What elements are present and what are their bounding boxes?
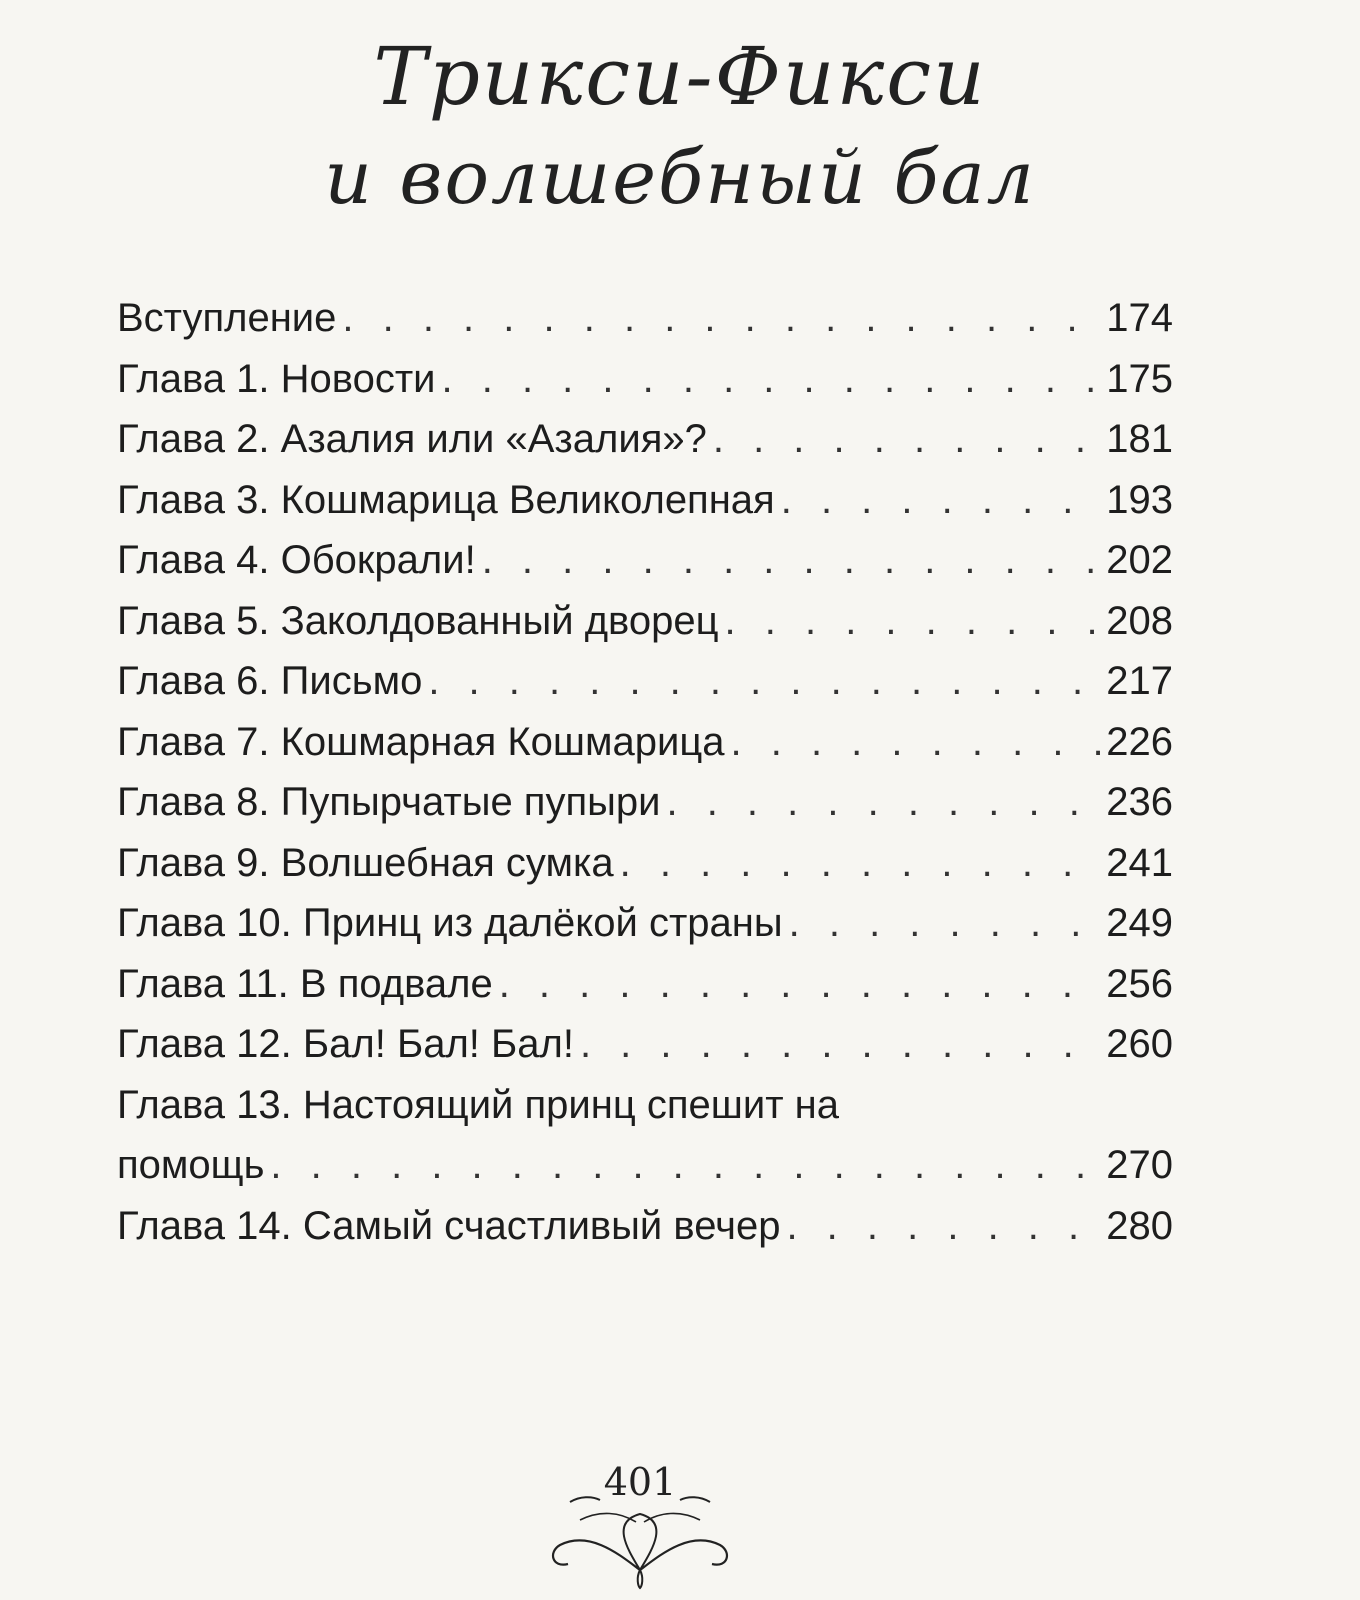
toc-entry-page: 174 xyxy=(1106,296,1173,340)
dot-leader xyxy=(666,772,1100,832)
book-title-line-2: и волшебный бал xyxy=(324,135,1036,221)
dot-leader xyxy=(786,1196,1100,1256)
dot-leader xyxy=(713,409,1100,469)
dot-leader xyxy=(725,591,1101,651)
toc-entry-page: 241 xyxy=(1106,840,1173,885)
toc-entry-page: 202 xyxy=(1106,538,1173,582)
toc-entry-label: Глава 9. Волшебная сумка xyxy=(117,840,614,885)
dot-leader xyxy=(342,288,1100,348)
dot-leader xyxy=(428,651,1100,711)
toc-entry-page: 217 xyxy=(1106,659,1173,703)
toc-entry-chapter-13-line-1[interactable] xyxy=(117,1075,1173,1136)
dot-leader xyxy=(270,1135,1100,1195)
table-of-contents xyxy=(117,288,1173,1256)
toc-entry-page: 175 xyxy=(1106,356,1173,401)
book-title-line-1: Трикси-Фикси xyxy=(373,30,987,123)
page-folio xyxy=(540,1460,740,1590)
toc-entry-label: Глава 7. Кошмарная Кошмарица xyxy=(117,719,725,764)
toc-entry-chapter-2[interactable] xyxy=(117,409,1173,470)
toc-entry-chapter-11[interactable] xyxy=(117,954,1173,1015)
toc-entry-chapter-13-line-2[interactable] xyxy=(117,1135,1173,1196)
dot-leader xyxy=(580,1014,1100,1074)
dot-leader xyxy=(482,530,1101,590)
toc-entry-page: 256 xyxy=(1106,961,1173,1006)
toc-entry-page: 208 xyxy=(1106,598,1173,643)
toc-entry-page: 236 xyxy=(1106,780,1173,824)
toc-entry-chapter-8[interactable] xyxy=(117,772,1173,833)
toc-entry-chapter-7[interactable] xyxy=(117,712,1173,773)
toc-entry-chapter-10[interactable] xyxy=(117,893,1173,954)
dot-leader xyxy=(499,954,1101,1014)
toc-entry-chapter-3[interactable] xyxy=(117,470,1173,531)
toc-entry-label: Глава 6. Письмо xyxy=(117,659,423,703)
toc-entry-page: 181 xyxy=(1106,417,1173,461)
toc-entry-page: 260 xyxy=(1106,1022,1173,1066)
toc-entry-label: Глава 12. Бал! Бал! Бал! xyxy=(117,1022,574,1066)
toc-entry-label: Глава 13. Настоящий принц спешит на xyxy=(117,1082,839,1127)
toc-entry-chapter-9[interactable] xyxy=(117,833,1173,894)
toc-entry-chapter-1[interactable] xyxy=(117,349,1173,410)
toc-entry-page: 226 xyxy=(1106,719,1173,764)
dot-leader xyxy=(620,833,1101,893)
page-number: 401 xyxy=(603,1460,677,1504)
toc-entry-label: Глава 8. Пупырчатые пупыри xyxy=(117,780,661,824)
toc-entry-label: Глава 11. В подвале xyxy=(117,961,493,1006)
toc-entry-page: 193 xyxy=(1106,477,1173,522)
toc-entry-page: 249 xyxy=(1106,901,1173,945)
toc-entry-label: Глава 10. Принц из далёкой страны xyxy=(117,901,783,945)
toc-entry-label: Глава 3. Кошмарица Великолепная xyxy=(117,477,775,522)
toc-entry-chapter-4[interactable] xyxy=(117,530,1173,591)
toc-entry-label: Глава 1. Новости xyxy=(117,356,436,401)
toc-entry-chapter-14[interactable] xyxy=(117,1196,1173,1257)
toc-entry-chapter-6[interactable] xyxy=(117,651,1173,712)
dot-leader xyxy=(789,893,1101,953)
toc-entry-chapter-12[interactable] xyxy=(117,1014,1173,1075)
dot-leader xyxy=(781,470,1101,530)
dot-leader xyxy=(731,712,1101,772)
toc-entry-label: Глава 2. Азалия или «Азалия»? xyxy=(117,417,707,461)
toc-entry-label: помощь xyxy=(117,1143,265,1187)
toc-entry-label: Вступление xyxy=(117,296,337,340)
toc-entry-label: Глава 14. Самый счастливый вечер xyxy=(117,1203,781,1248)
toc-entry-page: 270 xyxy=(1106,1143,1173,1187)
toc-entry-label: Глава 4. Обокрали! xyxy=(117,538,476,582)
toc-entry-page: 280 xyxy=(1106,1203,1173,1248)
dot-leader xyxy=(441,349,1100,409)
toc-entry-label: Глава 5. Заколдованный дворец xyxy=(117,598,719,643)
toc-entry-intro[interactable] xyxy=(117,288,1173,349)
toc-entry-chapter-5[interactable] xyxy=(117,591,1173,652)
